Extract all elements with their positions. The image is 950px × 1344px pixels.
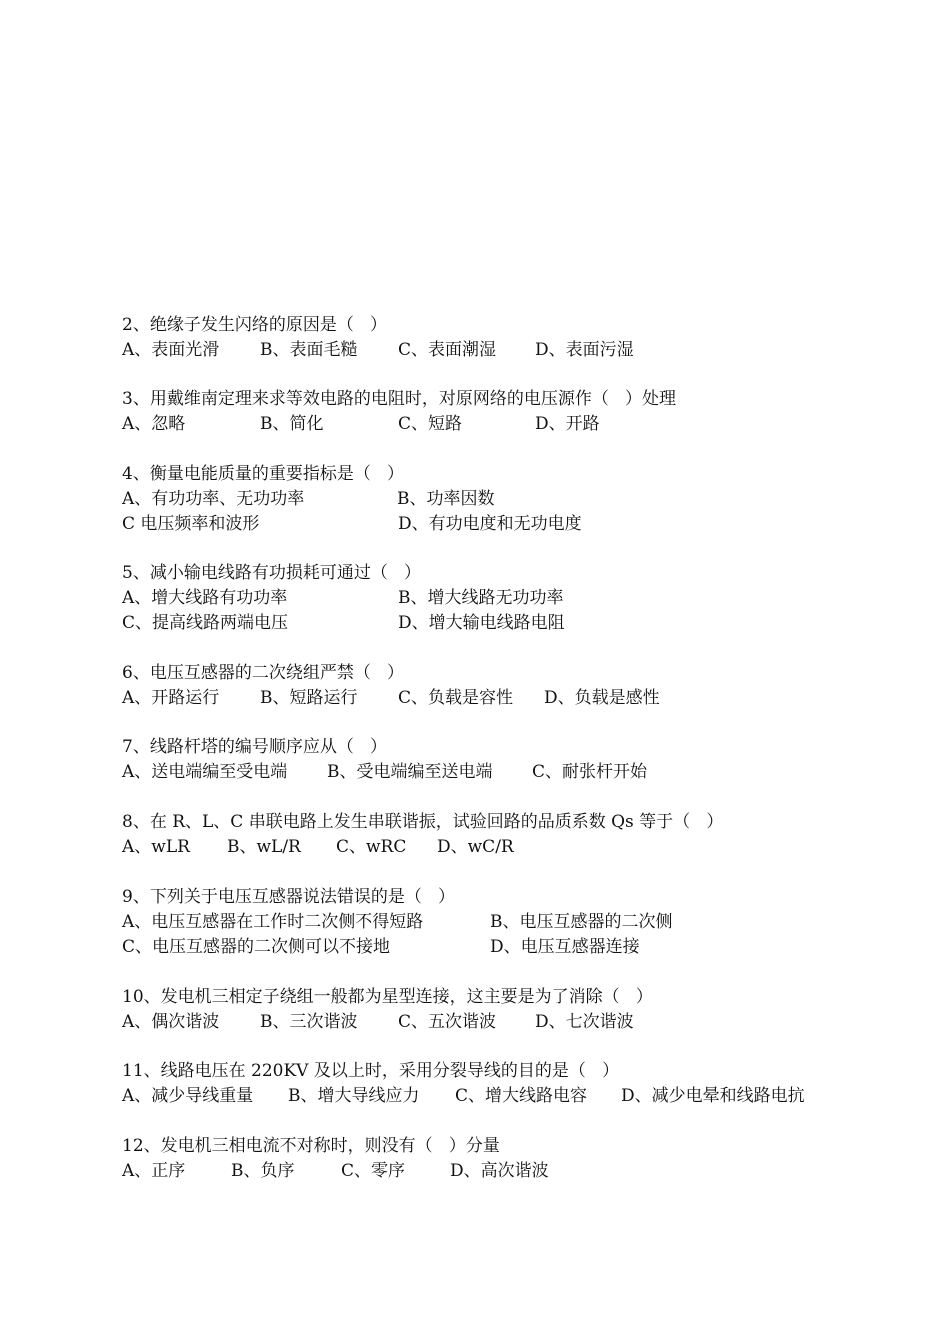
option-c: C、零序 bbox=[341, 1161, 406, 1181]
options-row bbox=[122, 338, 902, 363]
question-stem: 12、发电机三相电流不对称时，则没有（ ）分量 bbox=[122, 1136, 500, 1156]
question-stem: 9、下列关于电压互感器说法错误的是（ ） bbox=[122, 887, 456, 907]
question-7 bbox=[122, 735, 902, 785]
question-3 bbox=[122, 387, 902, 437]
option-d: D、有功电度和无功电度 bbox=[398, 514, 582, 534]
option-b: B、三次谐波 bbox=[260, 1012, 358, 1032]
option-d: D、电压互感器连接 bbox=[490, 937, 640, 957]
question-stem: 6、电压互感器的二次绕组严禁（ ） bbox=[122, 663, 405, 683]
question-12 bbox=[122, 1134, 902, 1184]
options-row bbox=[122, 910, 902, 935]
option-b: B、增大线路无功功率 bbox=[398, 588, 564, 608]
option-a: A、有功功率、无功功率 bbox=[122, 489, 305, 509]
question-4 bbox=[122, 462, 902, 537]
option-c: C、提高线路两端电压 bbox=[122, 613, 289, 633]
question-stem: 7、线路杆塔的编号顺序应从（ ） bbox=[122, 737, 388, 757]
option-b: B、受电端编至送电端 bbox=[327, 762, 493, 782]
question-stem: 4、衡量电能质量的重要指标是（ ） bbox=[122, 464, 405, 484]
option-d: D、wC/R bbox=[437, 837, 514, 857]
option-b: B、增大导线应力 bbox=[288, 1086, 420, 1106]
question-stem: 3、用戴维南定理来求等效电路的电阻时，对原网络的电压源作（ ）处理 bbox=[122, 389, 677, 409]
option-c: C、短路 bbox=[398, 414, 463, 434]
option-a: A、wLR bbox=[122, 837, 190, 857]
option-d: D、减少电晕和线路电抗 bbox=[621, 1086, 805, 1106]
option-c: C 电压频率和波形 bbox=[122, 514, 260, 534]
option-b: B、表面毛糙 bbox=[260, 340, 358, 360]
options-row bbox=[122, 686, 902, 711]
option-a: A、送电端编至受电端 bbox=[122, 762, 288, 782]
question-2 bbox=[122, 313, 902, 363]
option-d: D、开路 bbox=[535, 414, 600, 434]
options-row bbox=[122, 611, 902, 636]
option-b: B、电压互感器的二次侧 bbox=[490, 912, 673, 932]
option-a: A、减少导线重量 bbox=[122, 1086, 254, 1106]
option-c: C、电压互感器的二次侧可以不接地 bbox=[122, 937, 391, 957]
option-b: B、功率因数 bbox=[397, 489, 495, 509]
option-b: B、短路运行 bbox=[260, 688, 358, 708]
option-c: C、负载是容性 bbox=[398, 688, 514, 708]
options-row bbox=[122, 760, 902, 785]
option-a: A、增大线路有功功率 bbox=[122, 588, 288, 608]
question-10 bbox=[122, 985, 902, 1035]
options-row bbox=[122, 1084, 902, 1109]
option-b: B、负序 bbox=[231, 1161, 295, 1181]
options-row bbox=[122, 935, 902, 960]
question-9 bbox=[122, 885, 902, 960]
options-row bbox=[122, 586, 902, 611]
option-a: A、表面光滑 bbox=[122, 340, 220, 360]
option-c: C、耐张杆开始 bbox=[532, 762, 648, 782]
question-6 bbox=[122, 661, 902, 711]
option-d: D、七次谐波 bbox=[535, 1012, 634, 1032]
option-a: A、偶次谐波 bbox=[122, 1012, 220, 1032]
option-d: D、增大输电线路电阻 bbox=[398, 613, 565, 633]
option-d: D、负载是感性 bbox=[544, 688, 660, 708]
options-row bbox=[122, 412, 902, 437]
options-row bbox=[122, 512, 902, 537]
question-stem: 11、线路电压在 220KV 及以上时，采用分裂导线的目的是（ ） bbox=[122, 1061, 620, 1081]
option-a: A、开路运行 bbox=[122, 688, 220, 708]
options-row bbox=[122, 487, 902, 512]
option-a: A、忽略 bbox=[122, 414, 186, 434]
option-c: C、五次谐波 bbox=[398, 1012, 497, 1032]
option-c: C、wRC bbox=[336, 837, 407, 857]
option-b: B、wL/R bbox=[227, 837, 301, 857]
option-c: C、增大线路电容 bbox=[455, 1086, 588, 1106]
options-row bbox=[122, 835, 902, 860]
question-11 bbox=[122, 1059, 902, 1109]
question-stem: 10、发电机三相定子绕组一般都为星型连接，这主要是为了消除（ ） bbox=[122, 987, 653, 1007]
question-stem: 2、绝缘子发生闪络的原因是（ ） bbox=[122, 315, 388, 335]
option-a: A、电压互感器在工作时二次侧不得短路 bbox=[122, 912, 424, 932]
question-stem: 5、减小输电线路有功损耗可通过（ ） bbox=[122, 563, 422, 583]
question-5 bbox=[122, 561, 902, 636]
option-d: D、高次谐波 bbox=[450, 1161, 549, 1181]
option-a: A、正序 bbox=[122, 1161, 186, 1181]
option-c: C、表面潮湿 bbox=[398, 340, 497, 360]
question-8 bbox=[122, 810, 902, 860]
option-b: B、简化 bbox=[260, 414, 324, 434]
option-d: D、表面污湿 bbox=[535, 340, 634, 360]
question-stem: 8、在 R、L、C 串联电路上发生串联谐振，试验回路的品质系数 Qs 等于（ ） bbox=[122, 812, 724, 832]
options-row bbox=[122, 1010, 902, 1035]
options-row bbox=[122, 1159, 902, 1184]
